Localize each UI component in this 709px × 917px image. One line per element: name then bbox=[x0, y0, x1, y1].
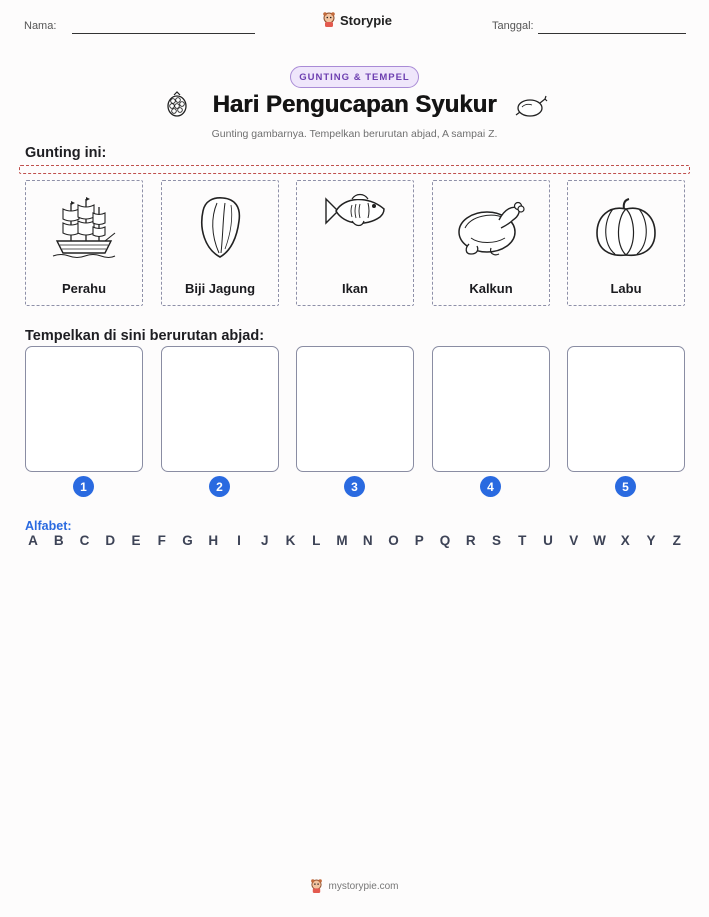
letter: U bbox=[543, 533, 553, 548]
cut-label: Labu bbox=[610, 281, 642, 296]
date-label: Tanggal: bbox=[492, 20, 534, 32]
letter: A bbox=[28, 533, 38, 548]
letter: C bbox=[79, 533, 90, 548]
letter: F bbox=[157, 533, 166, 548]
letter: Y bbox=[646, 533, 656, 548]
cut-card-kalkun[interactable] bbox=[432, 180, 550, 306]
letter: R bbox=[465, 533, 476, 548]
letter: J bbox=[260, 533, 269, 548]
cut-label: Ikan bbox=[341, 281, 368, 296]
brand-logo bbox=[322, 12, 392, 28]
date-line[interactable] bbox=[538, 33, 686, 34]
letter: K bbox=[285, 533, 296, 548]
letter: M bbox=[336, 533, 348, 548]
paste-box-4[interactable] bbox=[432, 346, 550, 472]
cut-label: Perahu bbox=[61, 281, 107, 296]
paste-box-5[interactable] bbox=[567, 346, 685, 472]
letter: V bbox=[569, 533, 579, 548]
cut-card-perahu[interactable] bbox=[25, 180, 143, 306]
letter: H bbox=[208, 533, 219, 548]
cut-card-labu[interactable] bbox=[567, 180, 685, 306]
alphabet-row bbox=[25, 533, 685, 548]
letter: T bbox=[518, 533, 527, 548]
cut-card-ikan[interactable] bbox=[296, 180, 414, 306]
footer bbox=[0, 879, 709, 894]
number-badge: 2 bbox=[209, 476, 230, 497]
paste-heading: Tempelkan di sini berurutan abjad: bbox=[25, 328, 265, 344]
letter: E bbox=[131, 533, 141, 548]
letter: L bbox=[312, 533, 321, 548]
number-badge: 4 bbox=[480, 476, 501, 497]
paste-box-3[interactable] bbox=[296, 346, 414, 472]
page-title: Hari Pengucapan Syukur bbox=[212, 91, 497, 118]
letter: W bbox=[593, 533, 606, 548]
storypie-mascot-icon bbox=[322, 12, 336, 28]
cut-label: Biji Jagung bbox=[184, 281, 256, 296]
letter: X bbox=[620, 533, 630, 548]
letter: G bbox=[182, 533, 193, 548]
cut-guide-line bbox=[19, 165, 690, 174]
number-badge: 3 bbox=[344, 476, 365, 497]
footer-url[interactable]: mystorypie.com bbox=[328, 881, 399, 892]
storypie-mascot-icon bbox=[310, 879, 323, 894]
letter: I bbox=[237, 533, 241, 548]
number-badge: 5 bbox=[615, 476, 636, 497]
letter: S bbox=[491, 533, 501, 548]
cut-card-biji-jagung[interactable] bbox=[161, 180, 279, 306]
alphabet-heading: Alfabet: bbox=[25, 519, 72, 533]
number-badge: 1 bbox=[73, 476, 94, 497]
cut-label: Kalkun bbox=[469, 281, 513, 296]
letter: O bbox=[388, 533, 399, 548]
paste-box-1[interactable] bbox=[25, 346, 143, 472]
letter: Z bbox=[672, 533, 681, 548]
letter: Q bbox=[439, 533, 451, 548]
letter: P bbox=[414, 533, 424, 548]
brand-name: Storypie bbox=[340, 12, 393, 28]
roast-turkey-icon bbox=[455, 198, 527, 258]
paste-box-2[interactable] bbox=[161, 346, 279, 472]
ship-icon bbox=[51, 195, 117, 261]
corn-kernel-icon bbox=[195, 195, 245, 261]
name-label: Nama: bbox=[24, 20, 57, 32]
name-line[interactable] bbox=[72, 33, 255, 34]
turkey-deco-icon bbox=[514, 93, 548, 119]
instructions: Gunting gambarnya. Tempelkan berurutan abjad, A sampai Z. bbox=[211, 128, 498, 140]
activity-badge: GUNTING & TEMPEL bbox=[290, 66, 419, 88]
cut-heading: Gunting ini: bbox=[25, 145, 107, 161]
letter: N bbox=[362, 533, 373, 548]
pumpkin-icon bbox=[593, 197, 659, 259]
fish-icon bbox=[322, 191, 388, 231]
letter: D bbox=[105, 533, 116, 548]
letter: B bbox=[53, 533, 64, 548]
